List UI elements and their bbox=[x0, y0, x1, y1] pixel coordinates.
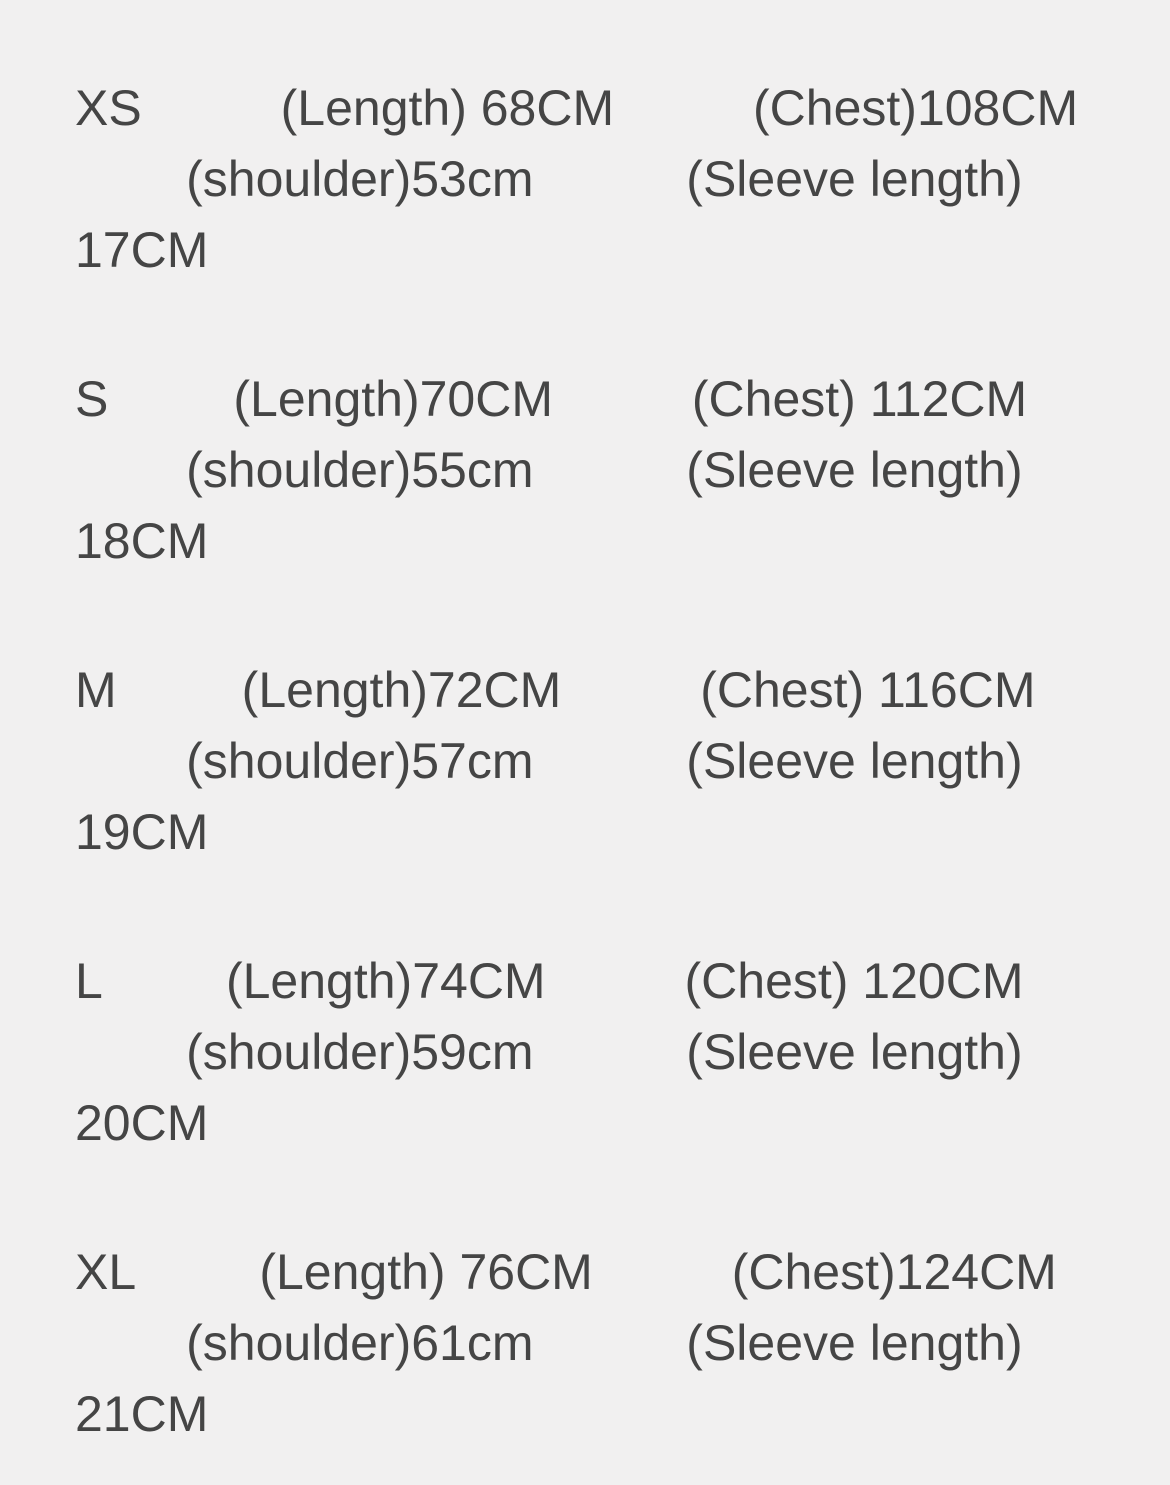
size-row-line: 21CM bbox=[75, 1386, 209, 1442]
size-row-m bbox=[75, 655, 1130, 868]
size-row-line: 20CM bbox=[75, 1095, 209, 1151]
size-row-line: (shoulder)55cm (Sleeve length) bbox=[75, 442, 1023, 498]
size-row-line: (shoulder)53cm (Sleeve length) bbox=[75, 151, 1023, 207]
size-row-xl bbox=[75, 1237, 1130, 1450]
size-row-line: L (Length)74CM (Chest) 120CM bbox=[75, 953, 1024, 1009]
size-row-line: XS (Length) 68CM (Chest)108CM bbox=[75, 80, 1079, 136]
size-row-line: (shoulder)61cm (Sleeve length) bbox=[75, 1315, 1023, 1371]
size-row-line: XL (Length) 76CM (Chest)124CM bbox=[75, 1244, 1057, 1300]
size-row-line: 19CM bbox=[75, 804, 209, 860]
size-row-xs bbox=[75, 73, 1130, 286]
size-row-line: S (Length)70CM (Chest) 112CM bbox=[75, 371, 1028, 427]
size-row-line: (shoulder)59cm (Sleeve length) bbox=[75, 1024, 1023, 1080]
size-row-line: 18CM bbox=[75, 513, 209, 569]
size-row-line: 17CM bbox=[75, 222, 209, 278]
size-row-line: M (Length)72CM (Chest) 116CM bbox=[75, 662, 1036, 718]
size-row-l bbox=[75, 946, 1130, 1159]
size-row-s bbox=[75, 364, 1130, 577]
size-row-line: (shoulder)57cm (Sleeve length) bbox=[75, 733, 1023, 789]
